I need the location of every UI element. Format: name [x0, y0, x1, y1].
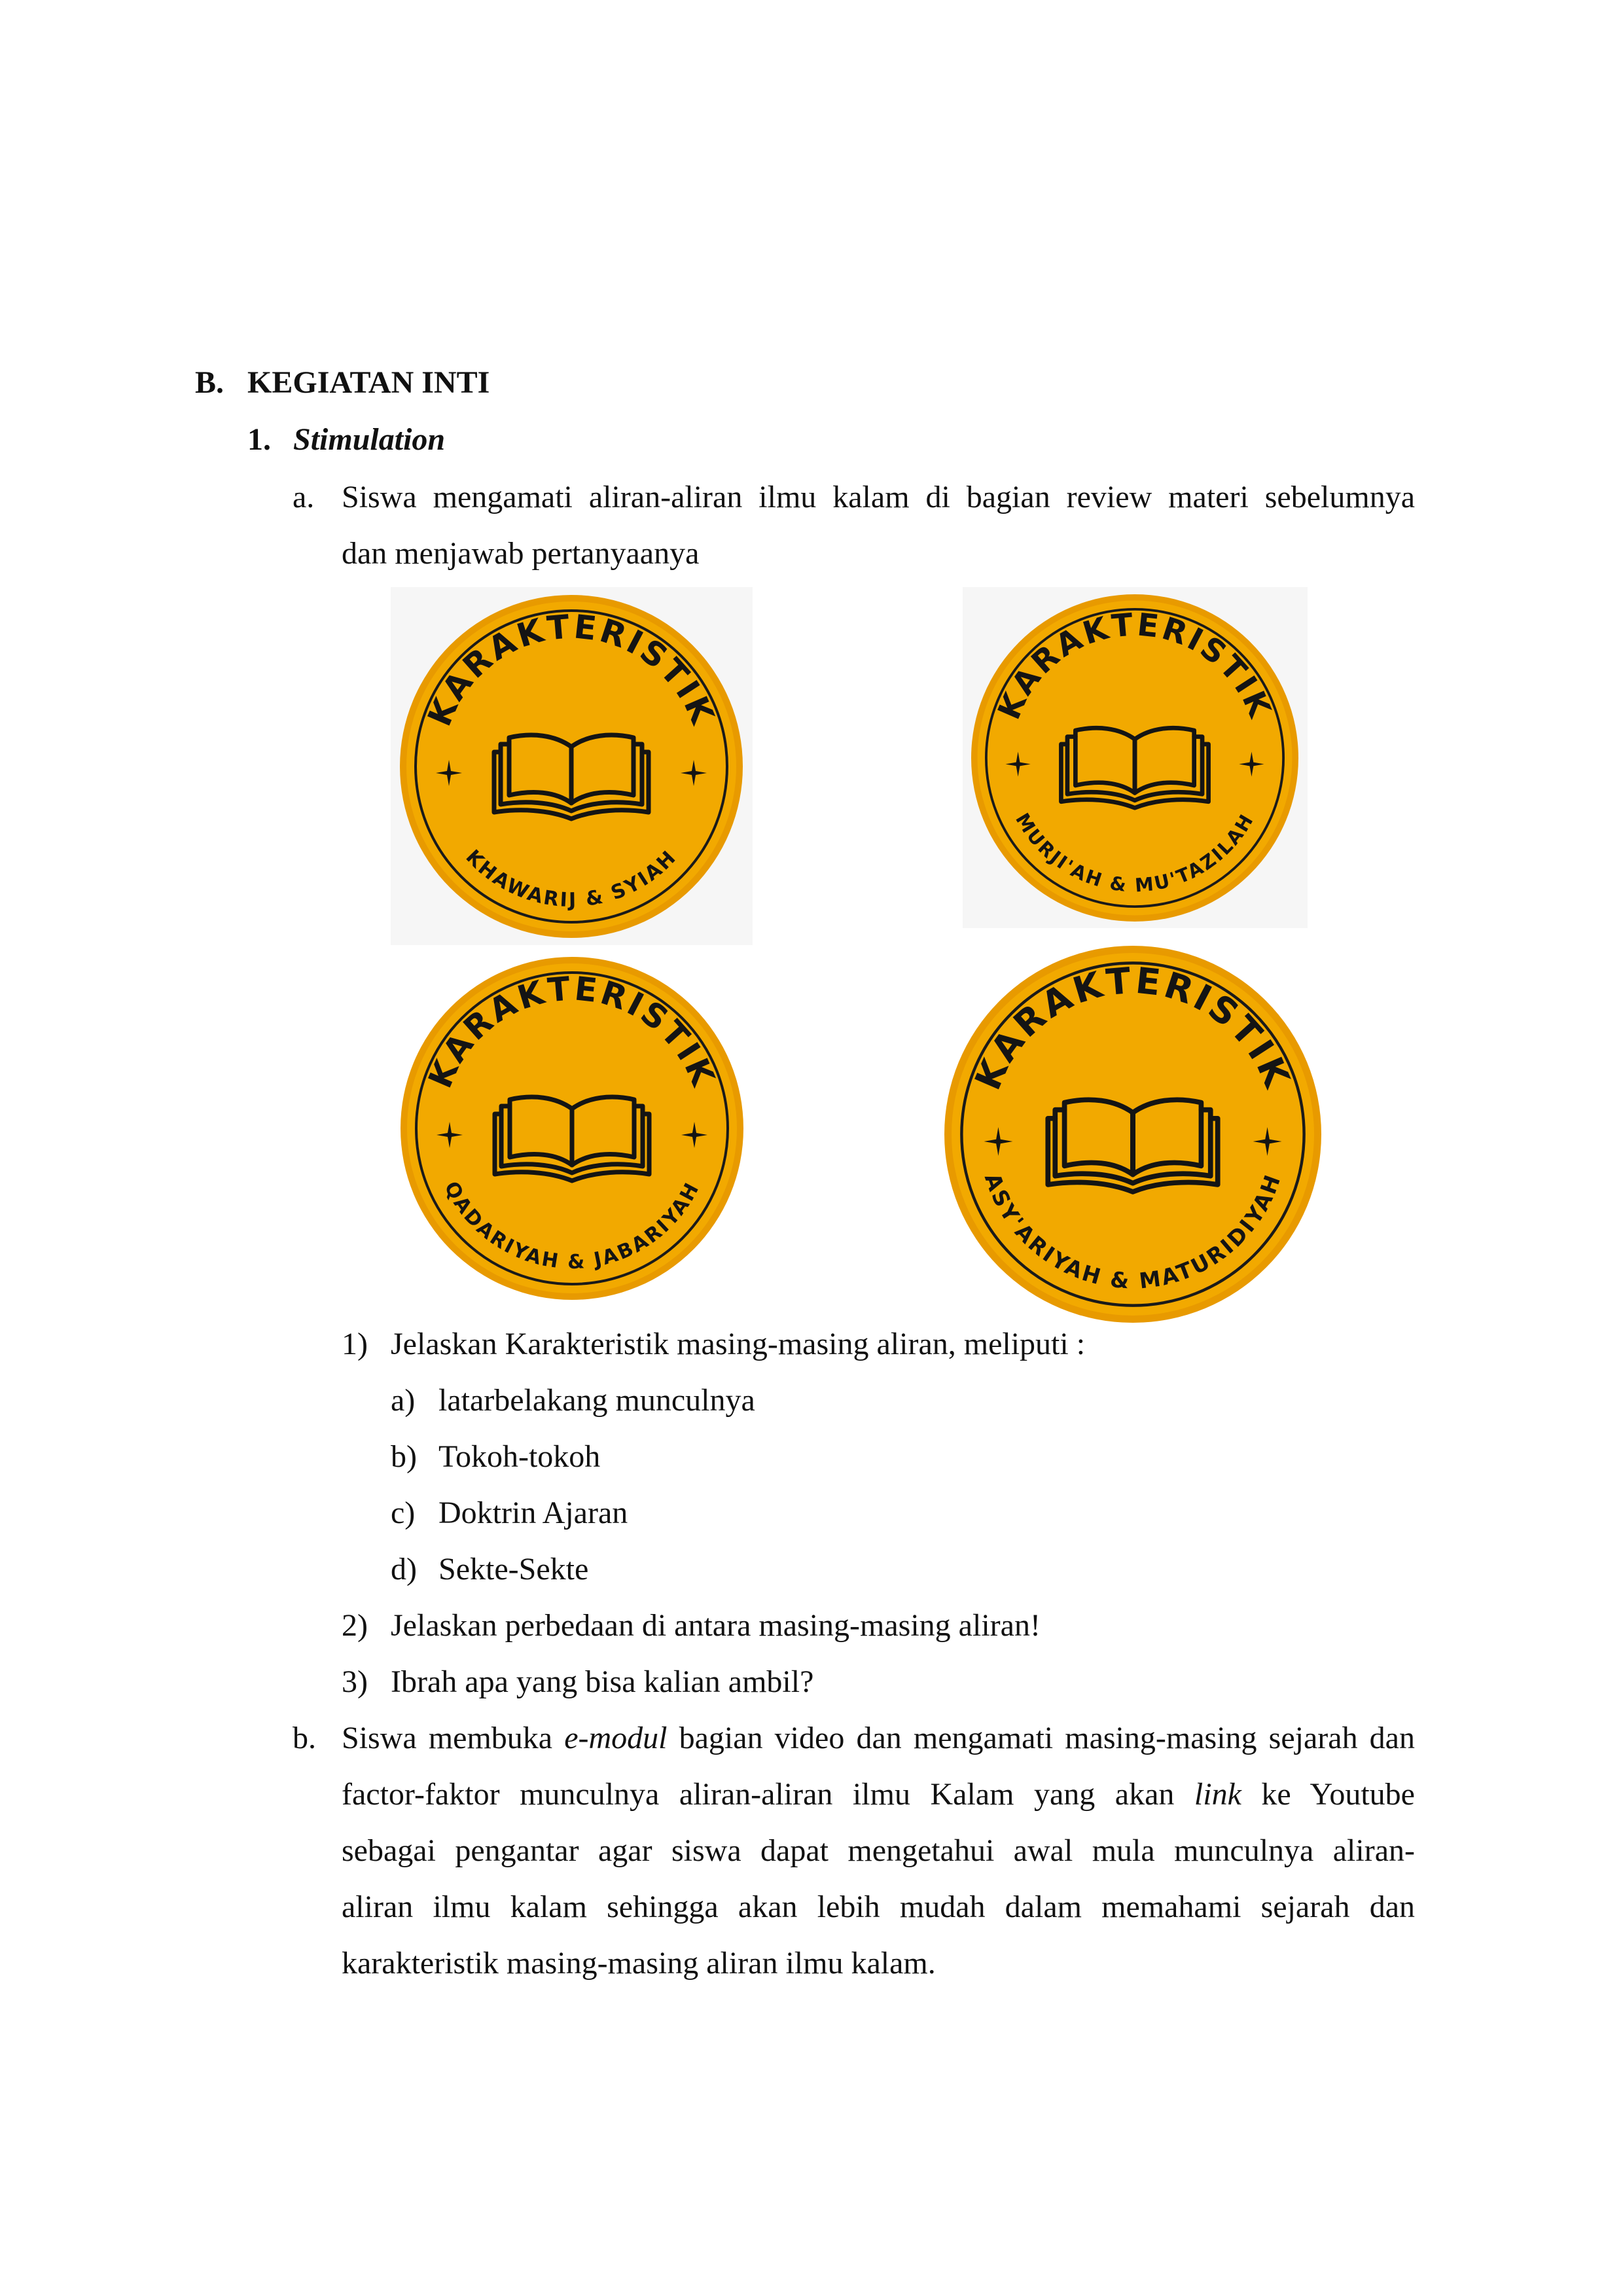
item-a-label: a. — [293, 480, 315, 514]
question-3-text: Ibrah apa yang bisa kalian ambil? — [391, 1664, 814, 1699]
sub-item-b-text: Tokoh-tokoh — [438, 1439, 601, 1474]
badge-asyariyah-maturidiyah — [943, 944, 1323, 1324]
badge-top-text: KARAKTERISTIK — [967, 959, 1299, 1096]
item-b-line-2-start: factor-faktor munculnya aliran-aliran ilmu Kalam yang akan — [342, 1777, 1194, 1812]
item-b-line-5: karakteristik masing-masing aliran ilmu kalam. — [342, 1946, 936, 1981]
badge-murjiah-mutazilah — [963, 587, 1308, 928]
sub-item-c-text: Doktrin Ajaran — [438, 1496, 628, 1530]
step-number: 1. — [247, 422, 271, 457]
item-b-line-4: aliran ilmu kalam sehingga akan lebih mudah dalam memahami sejarah dan — [342, 1890, 1415, 1924]
badge-top-text: KARAKTERISTIK — [991, 607, 1279, 725]
badge-bottom-text: MURJI'AH & MU'TAZILAH — [1011, 809, 1258, 897]
item-b-line-2-end: ke Youtube — [1241, 1777, 1415, 1812]
item-b-label: b. — [293, 1721, 316, 1755]
sub-item-d-text: Sekte-Sekte — [438, 1552, 589, 1587]
badge-top-text: KARAKTERISTIK — [420, 607, 722, 732]
badge-graphic — [943, 944, 1323, 1324]
sub-item-a-label: a) — [391, 1383, 416, 1418]
question-1-label: 1) — [342, 1327, 368, 1361]
question-2-text: Jelaskan perbedaan di antara masing-masing aliran! — [391, 1608, 1041, 1643]
badge-bottom-text: KHAWARIJ & SYIAH — [461, 845, 682, 912]
item-a-paragraph — [342, 469, 1415, 582]
sub-item-a-text: latarbelakang munculnya — [438, 1383, 755, 1418]
badge-graphic — [399, 956, 745, 1301]
item-a-line-2: dan menjawab pertanyaanya — [342, 536, 700, 571]
item-b-paragraph — [342, 1710, 1415, 1992]
section-title: KEGIATAN INTI — [247, 365, 490, 400]
link-emphasis: link — [1194, 1777, 1241, 1812]
sub-item-c-label: c) — [391, 1496, 416, 1530]
section-letter: B. — [195, 365, 224, 400]
badge-bottom-text: QADARIYAH & JABARIYAH — [439, 1177, 705, 1274]
item-b-line-1-end: bagian video dan mengamati masing-masing sejarah dan — [667, 1721, 1415, 1755]
question-3-label: 3) — [342, 1664, 368, 1699]
sub-item-d-label: d) — [391, 1552, 417, 1587]
question-2-label: 2) — [342, 1608, 368, 1643]
badge-khawarij-syiah — [391, 587, 753, 945]
step-title: Stimulation — [293, 422, 446, 457]
badge-graphic — [391, 587, 753, 945]
item-b-line-1-start: Siswa membuka — [342, 1721, 565, 1755]
badge-bottom-text: ASY'ARIYAH & MATURIDIYAH — [979, 1170, 1287, 1294]
badge-graphic — [963, 587, 1308, 928]
badge-top-text: KARAKTERISTIK — [421, 969, 723, 1094]
emodul-emphasis: e-modul — [564, 1721, 668, 1755]
item-b-line-3: sebagai pengantar agar siswa dapat mengetahui awal mula munculnya aliran- — [342, 1833, 1415, 1868]
item-a-line-1: Siswa mengamati aliran-aliran ilmu kalam di bagian review materi sebelumnya — [342, 480, 1415, 514]
item-b-line-2 — [342, 1767, 1415, 1823]
question-1-text: Jelaskan Karakteristik masing-masing aliran, meliputi : — [391, 1327, 1086, 1361]
sub-item-b-label: b) — [391, 1439, 417, 1474]
item-b-line-1 — [342, 1710, 1415, 1767]
badge-qadariyah-jabariyah — [399, 956, 745, 1301]
